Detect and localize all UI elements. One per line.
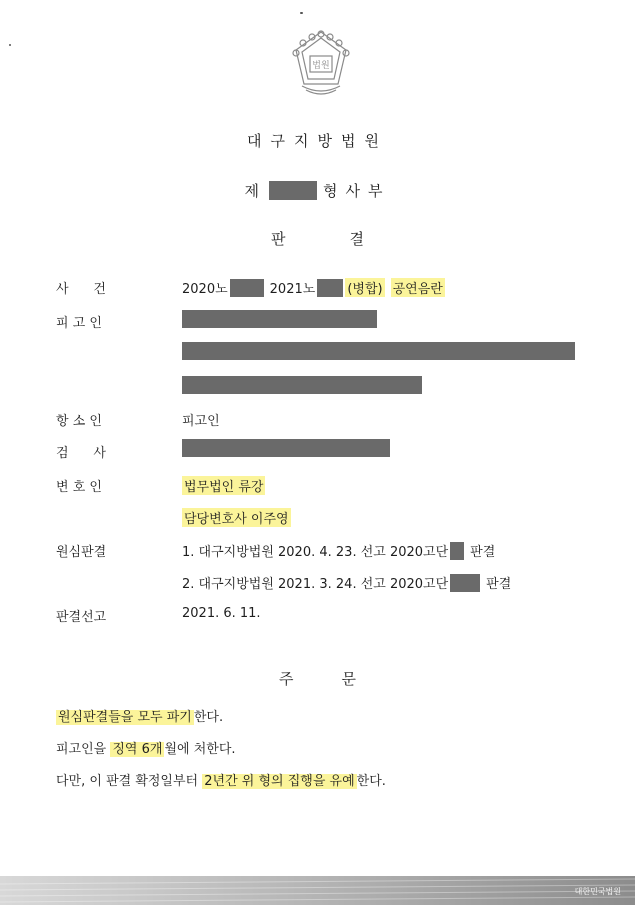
order-line-2-pre: 피고인을 [56, 742, 111, 757]
redaction-box [269, 181, 317, 200]
appellant-label: 항 소 인 [56, 414, 102, 429]
defendant-label: 피 고 인 [56, 316, 102, 331]
order-line-1-rest: 한다. [193, 710, 224, 725]
original-judgment-1 [182, 541, 495, 560]
seal-text: 법원 [312, 61, 330, 71]
footer-court-logo-text: 대한민국법원 [574, 887, 621, 896]
original-judgment-2-suffix: 판결 [486, 577, 512, 592]
redaction-box [450, 574, 480, 592]
case-value [182, 278, 445, 297]
order-line-2 [56, 738, 236, 757]
scan-speck [300, 12, 303, 14]
order-title: 주문 [279, 670, 404, 688]
original-judgment-label: 원심판결 [56, 545, 107, 560]
counsel-attorney [182, 508, 291, 527]
court-seal-icon [288, 26, 354, 102]
order-line-3-highlight: 2년간 위 형의 집행을 유예 [204, 774, 355, 789]
original-judgment-1-text: 1. 대구지방법원 2020. 4. 23. 선고 2020고단 [182, 545, 449, 560]
redaction-box [182, 376, 422, 394]
redaction-box [450, 542, 464, 560]
order-line-1-highlight: 원심판결들을 모두 파기 [58, 710, 192, 725]
document-title: 판결 [271, 230, 428, 248]
counsel-firm [182, 476, 265, 495]
department-line [0, 180, 635, 201]
scan-speck [9, 44, 11, 46]
footer-band [0, 876, 635, 905]
case-merged: (병합) [345, 278, 384, 297]
order-line-1 [56, 706, 223, 725]
department-prefix: 제 [244, 182, 259, 200]
prosecutor-label: 검 사 [56, 446, 106, 461]
redaction-box [317, 279, 343, 297]
counsel-label: 변 호 인 [56, 480, 102, 495]
counsel-firm-text: 법무법인 류강 [182, 476, 265, 495]
case-name: 공연음란 [391, 278, 445, 297]
court-name: 대구지방법원 [247, 132, 388, 150]
redaction-box [182, 310, 377, 328]
original-judgment-2-text: 2. 대구지방법원 2021. 3. 24. 선고 2020고단 [182, 577, 449, 592]
redaction-box [182, 439, 390, 457]
department-suffix: 형사부 [323, 182, 391, 200]
redaction-box [182, 342, 575, 360]
counsel-attorney-text: 담당변호사 이주영 [182, 508, 291, 527]
redaction-box [230, 279, 264, 297]
case-number-1: 2020노 [182, 282, 228, 297]
sentence-date-value: 2021. 6. 11. [182, 606, 261, 621]
original-judgment-1-suffix: 판결 [470, 545, 496, 560]
case-label: 사 건 [56, 282, 106, 297]
appellant-value: 피고인 [182, 414, 220, 429]
sentence-date-label: 판결선고 [56, 610, 107, 625]
order-line-2-highlight: 징역 6개 [112, 742, 163, 757]
order-line-3 [56, 770, 386, 789]
order-line-3-rest: 한다. [356, 774, 386, 789]
order-line-2-rest: 월에 처한다. [164, 742, 236, 757]
order-line-3-pre: 다만, 이 판결 확정일부터 [56, 774, 203, 789]
case-number-2: 2021노 [269, 282, 316, 297]
original-judgment-2 [182, 573, 511, 592]
